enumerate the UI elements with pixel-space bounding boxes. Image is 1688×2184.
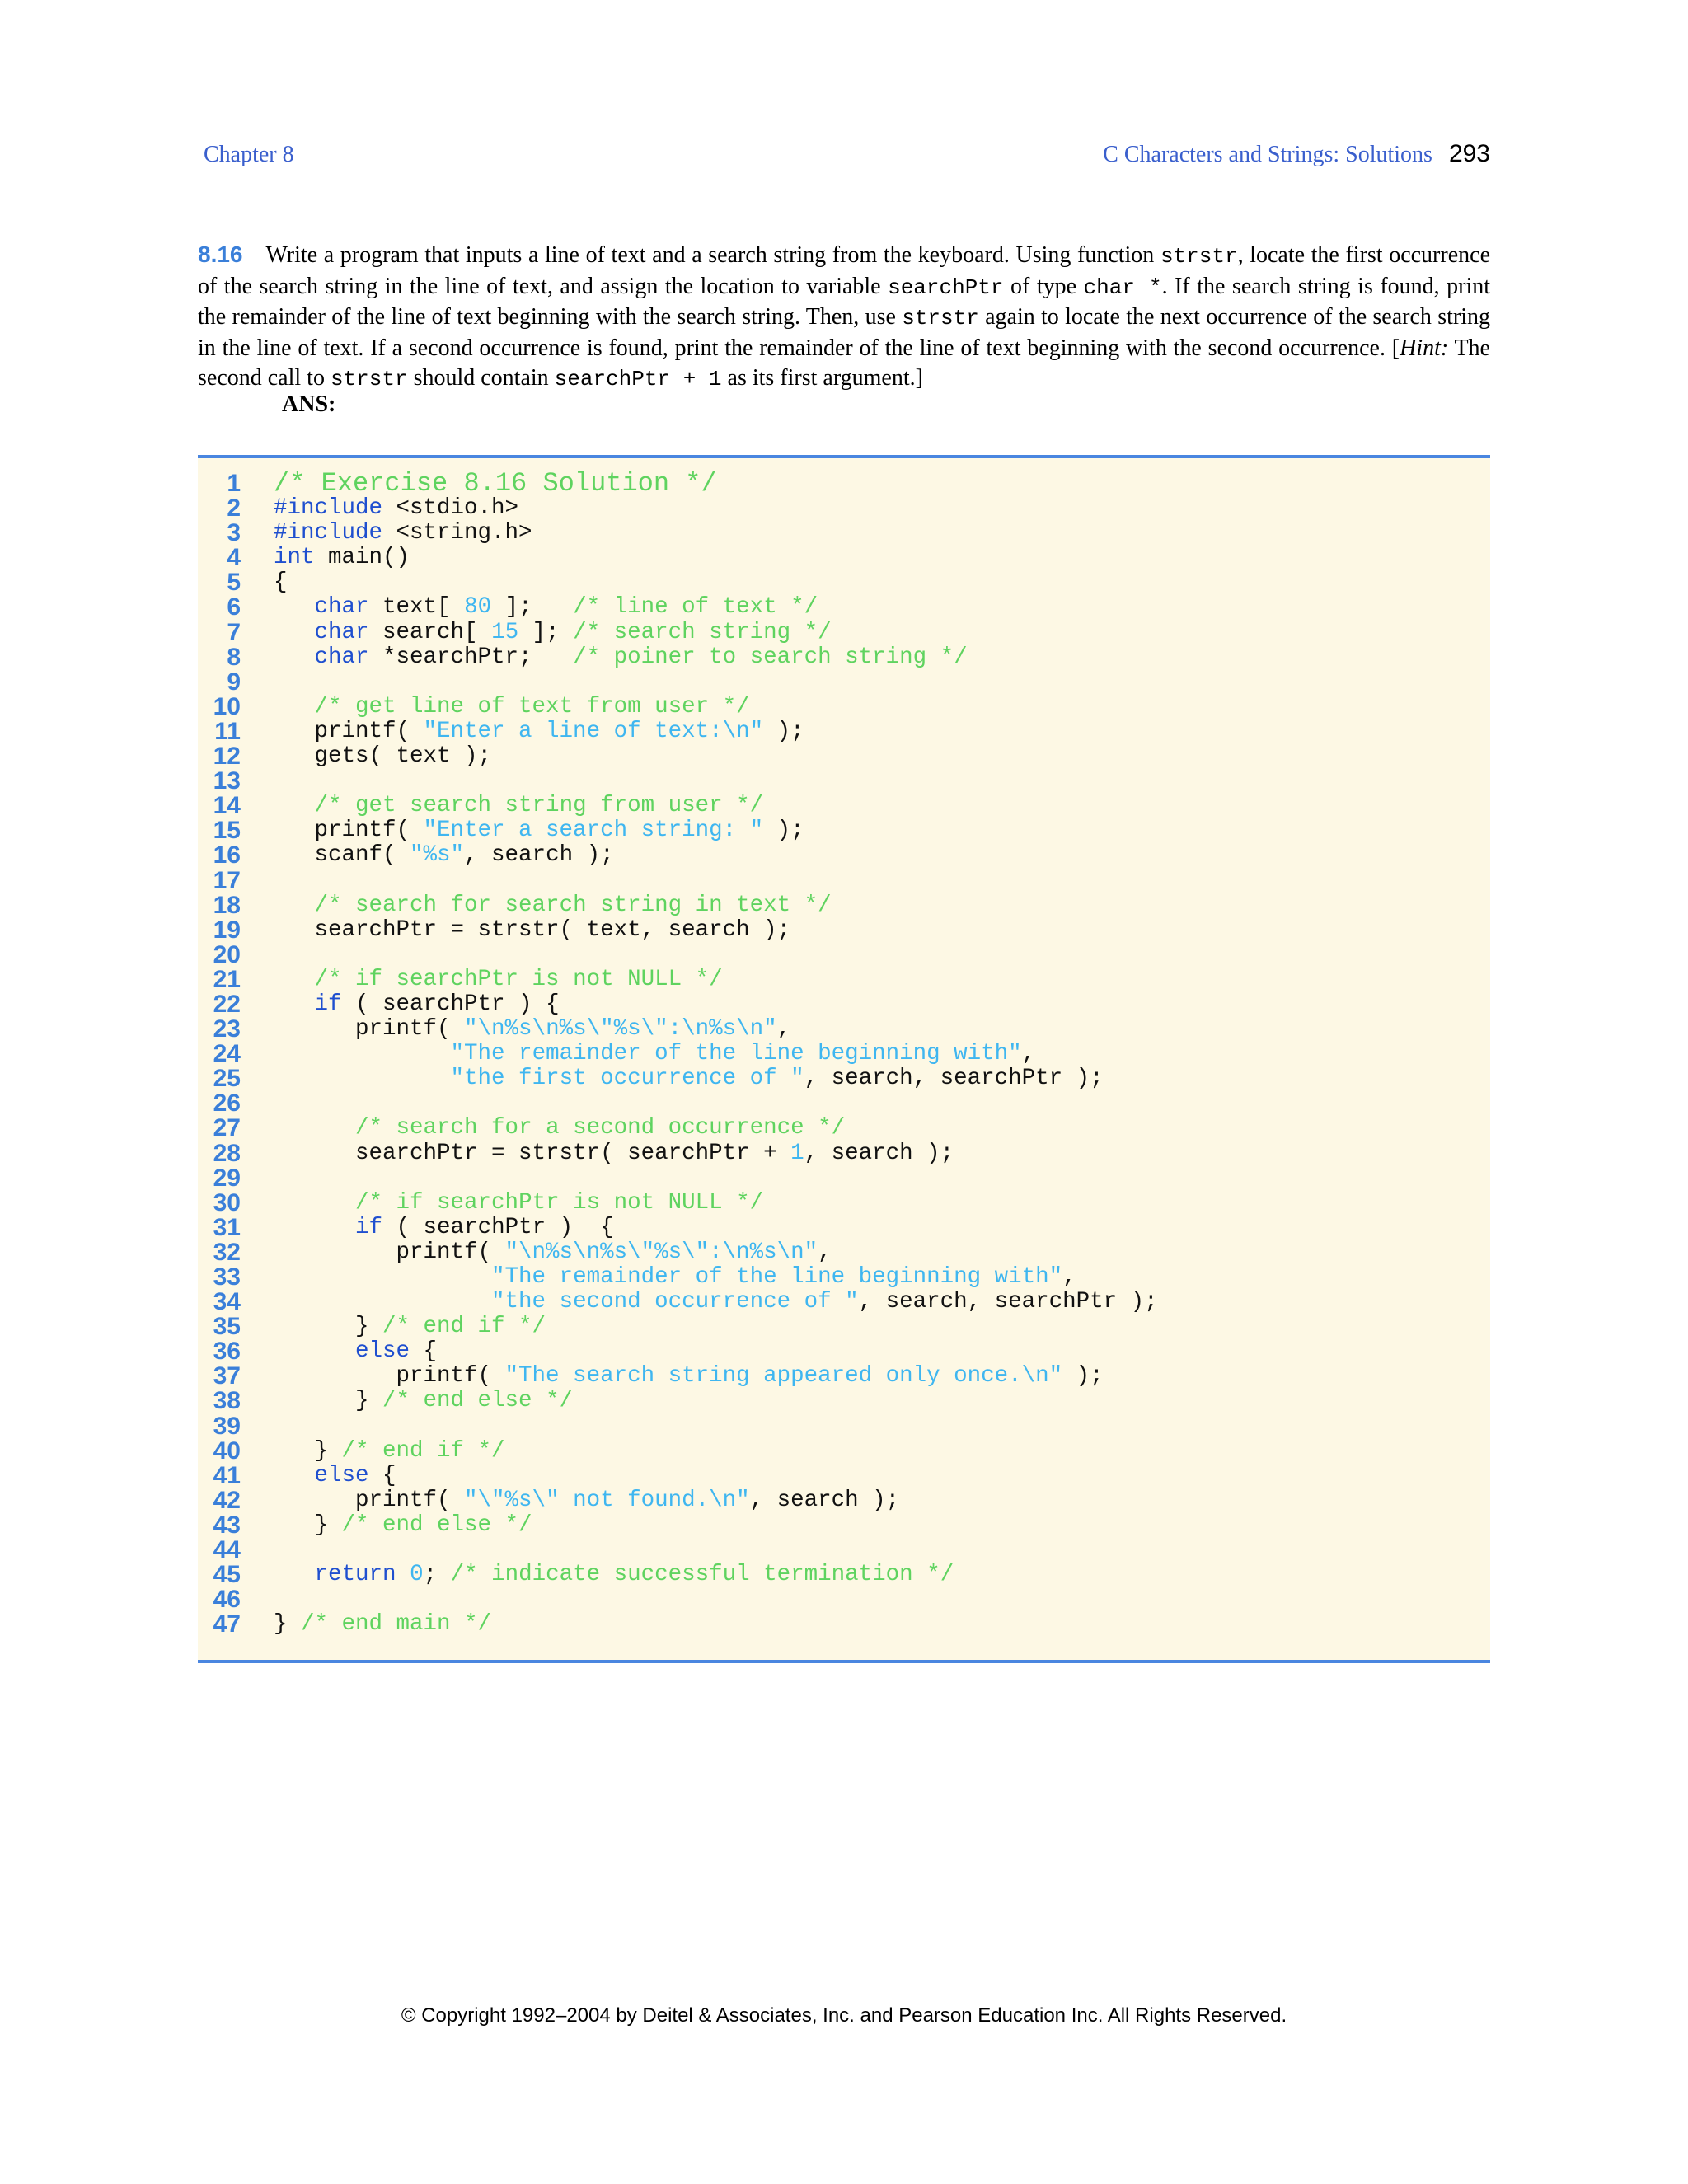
code-token	[274, 1115, 355, 1141]
code-term: strstr	[902, 306, 979, 330]
line-number: 1	[227, 470, 241, 497]
exercise-text: Write a program that inputs a line of text and a search string from the keyboard. Using function	[265, 242, 1160, 268]
code-token: /* indicate successful termination */	[450, 1562, 954, 1588]
code-token: char	[314, 594, 369, 621]
code-line	[198, 918, 1490, 943]
line-number: 34	[213, 1288, 241, 1316]
code-line	[198, 1042, 1490, 1066]
line-number: 13	[213, 767, 241, 795]
code-text	[274, 1141, 954, 1166]
code-token	[274, 594, 315, 620]
line-number: 27	[213, 1114, 241, 1142]
code-line	[198, 570, 1490, 595]
code-token: );	[763, 718, 804, 744]
code-term: char *	[1083, 274, 1162, 300]
code-lines	[198, 468, 1490, 1638]
code-text	[274, 744, 491, 769]
code-token: searchPtr = strstr( text, search );	[274, 916, 791, 943]
code-token: else	[355, 1338, 410, 1365]
running-header-chapter: Chapter 8	[204, 142, 294, 167]
code-token: , search );	[464, 842, 614, 869]
code-line	[198, 1315, 1490, 1339]
code-text	[274, 521, 532, 546]
code-line	[198, 893, 1490, 918]
hint-label: Hint:	[1400, 335, 1449, 361]
copyright-footer: © Copyright 1992–2004 by Deitel & Associates, Inc. and Pearson Education Inc. All Rights Reserved.	[401, 2004, 1287, 2027]
code-token: "Enter a line of text:\n"	[423, 718, 764, 744]
code-text	[274, 595, 818, 620]
line-number: 24	[213, 1040, 241, 1068]
code-text	[274, 1017, 790, 1042]
line-number: 5	[227, 569, 241, 597]
code-line	[198, 1290, 1490, 1315]
line-number: 10	[213, 692, 241, 720]
line-number: 7	[227, 618, 241, 646]
code-token: }	[274, 1611, 302, 1638]
code-text	[274, 621, 832, 645]
code-token: /* if searchPtr is not NULL */	[314, 966, 723, 992]
code-line	[198, 866, 1490, 894]
code-token	[274, 1215, 355, 1240]
line-number: 32	[213, 1238, 241, 1266]
line-number: 23	[213, 1015, 241, 1043]
exercise-statement	[198, 240, 1490, 395]
exercise-number: 8.16	[198, 241, 243, 267]
code-token	[274, 1289, 491, 1315]
code-text	[274, 1563, 954, 1587]
code-token: main()	[314, 545, 410, 571]
code-text	[274, 1439, 505, 1464]
code-token: /* end else */	[382, 1388, 574, 1414]
code-token	[274, 1338, 355, 1364]
code-line	[198, 496, 1490, 521]
code-token: /* get line of text from user */	[314, 693, 750, 719]
code-text	[274, 1513, 532, 1538]
code-token: ,	[776, 1016, 791, 1043]
code-text	[274, 1066, 1104, 1091]
code-line	[198, 965, 1490, 993]
code-token: text[	[368, 594, 465, 621]
code-line	[198, 1414, 1490, 1439]
code-token: /* search string */	[573, 619, 832, 645]
code-line	[198, 1389, 1490, 1413]
code-token: /* Exercise 8.16 Solution */	[274, 468, 717, 499]
line-number: 19	[213, 916, 241, 944]
code-text	[274, 1612, 491, 1637]
code-token: 80	[464, 594, 492, 621]
code-token	[274, 967, 315, 992]
line-number: 9	[227, 668, 241, 696]
code-line	[198, 1116, 1490, 1141]
code-line	[198, 843, 1490, 868]
running-header-title: C Characters and Strings: Solutions	[1103, 142, 1432, 167]
exercise-text: . If the search string is found, print the remainder of the line of text beginning with the search string. Then, use	[198, 273, 1491, 330]
code-token	[274, 1463, 315, 1488]
code-token: ,	[818, 1239, 832, 1265]
code-token: "The remainder of the line beginning with"	[450, 1041, 1022, 1067]
code-line	[198, 1339, 1490, 1364]
code-token: char	[314, 644, 369, 670]
code-line	[198, 992, 1490, 1017]
code-text	[274, 1339, 437, 1364]
code-token	[274, 620, 315, 645]
code-line	[198, 1513, 1490, 1538]
code-line	[198, 1488, 1490, 1513]
code-listing	[198, 455, 1490, 1663]
code-term: strstr	[1160, 244, 1238, 269]
code-token: return	[314, 1562, 396, 1588]
line-number: 42	[213, 1486, 241, 1514]
line-number: 29	[213, 1164, 241, 1192]
code-token: printf(	[274, 1487, 465, 1513]
line-number: 14	[213, 792, 241, 820]
code-line	[198, 1017, 1490, 1042]
line-number: 36	[213, 1338, 241, 1366]
code-line	[198, 1436, 1490, 1465]
code-token	[274, 991, 315, 1017]
code-text	[274, 546, 410, 570]
code-token: , search );	[749, 1487, 900, 1513]
code-line	[198, 818, 1490, 843]
code-token: "\n%s\n%s\"%s\":\n%s\n"	[464, 1016, 777, 1043]
code-token: #include	[274, 495, 383, 522]
code-token: /* poiner to search string */	[573, 644, 968, 670]
code-token	[274, 1562, 315, 1587]
exercise-text: of type	[1003, 273, 1084, 299]
code-line	[198, 1364, 1490, 1389]
code-line	[198, 1188, 1490, 1216]
code-token: /* search for search string in text */	[314, 892, 832, 918]
code-token: <stdio.h>	[382, 495, 519, 522]
code-token: 0	[410, 1562, 424, 1588]
code-line	[198, 546, 1490, 570]
code-line	[198, 1563, 1490, 1587]
code-token: /* end if */	[341, 1437, 505, 1464]
code-line	[198, 645, 1490, 670]
line-number: 38	[213, 1387, 241, 1415]
line-number: 39	[213, 1412, 241, 1440]
line-number: 6	[227, 593, 241, 621]
code-text	[274, 1116, 845, 1141]
code-token: printf(	[274, 1363, 505, 1390]
line-number: 4	[227, 544, 241, 572]
code-line	[198, 692, 1490, 720]
code-text	[274, 1265, 1076, 1290]
code-token: scanf(	[274, 842, 410, 869]
code-text	[274, 695, 750, 719]
code-text	[274, 570, 288, 595]
code-term: searchPtr	[888, 274, 1004, 300]
line-number: 47	[213, 1610, 241, 1638]
code-token: , search );	[804, 1140, 954, 1166]
code-text	[274, 992, 560, 1017]
code-text	[274, 1488, 899, 1513]
line-number: 40	[213, 1436, 241, 1465]
code-token	[274, 893, 315, 918]
line-number: 35	[213, 1313, 241, 1341]
code-line	[198, 744, 1490, 769]
code-token	[274, 644, 315, 670]
code-token: {	[410, 1338, 438, 1365]
code-token: ];	[491, 594, 574, 621]
code-token: "%s"	[410, 842, 465, 869]
code-token	[274, 1066, 451, 1091]
code-token: /* end if */	[382, 1314, 546, 1340]
code-text	[274, 843, 614, 868]
page-number: 293	[1448, 140, 1490, 167]
code-token: printf(	[274, 718, 424, 744]
code-line	[198, 1213, 1490, 1241]
line-number: 12	[213, 743, 241, 771]
code-token: ;	[423, 1562, 451, 1588]
code-text	[274, 1290, 1158, 1315]
code-token: /* line of text */	[573, 594, 818, 621]
line-number: 41	[213, 1461, 241, 1489]
code-text	[274, 1389, 573, 1413]
code-token: {	[274, 569, 288, 596]
code-text	[274, 1216, 614, 1240]
code-line	[198, 1461, 1490, 1489]
code-line	[198, 940, 1490, 968]
code-token: searchPtr = strstr( searchPtr +	[274, 1140, 791, 1166]
code-text	[274, 968, 723, 992]
line-number: 15	[213, 817, 241, 845]
code-token: /* end main */	[301, 1611, 492, 1638]
code-token	[396, 1562, 410, 1587]
code-text	[274, 918, 790, 943]
code-text	[274, 645, 968, 670]
code-token: );	[763, 818, 804, 844]
code-text	[274, 1191, 763, 1216]
code-token: "\"%s\" not found.\n"	[464, 1487, 750, 1513]
line-number: 21	[213, 965, 241, 993]
exercise-text: again to locate the next occurrence of the search string in the line of text. If a second occurrence is found, print the remainder of the line of text beginning with the second occurrence. [	[198, 304, 1490, 361]
code-line	[198, 670, 1490, 695]
code-token: /* get search string from user */	[314, 793, 764, 819]
code-token: <string.h>	[382, 520, 532, 546]
line-number: 22	[213, 990, 241, 1018]
code-line	[198, 794, 1490, 818]
code-line	[198, 521, 1490, 546]
code-line	[198, 618, 1490, 646]
answer-label: ANS:	[282, 391, 336, 417]
code-line	[198, 595, 1490, 620]
code-line	[198, 1612, 1490, 1637]
exercise-text: as its first argument.]	[721, 365, 923, 391]
line-number: 18	[213, 891, 241, 919]
line-number: 31	[213, 1213, 241, 1241]
line-number: 26	[213, 1090, 241, 1118]
code-text	[274, 794, 763, 818]
code-token	[274, 694, 315, 719]
code-text	[274, 1240, 832, 1265]
code-line	[198, 1141, 1490, 1166]
code-token: "The search string appeared only once.\n"	[504, 1363, 1063, 1390]
line-number: 44	[213, 1536, 241, 1564]
code-token: if	[355, 1214, 383, 1240]
code-token: printf(	[274, 1239, 505, 1265]
code-term: strstr	[330, 367, 408, 391]
code-token: *searchPtr;	[368, 644, 574, 670]
code-text	[274, 719, 804, 744]
code-token	[274, 1264, 491, 1290]
code-token: );	[1062, 1363, 1104, 1390]
code-token: gets( text );	[274, 743, 492, 770]
code-token: ,	[1021, 1041, 1036, 1067]
code-token: 1	[790, 1140, 804, 1166]
code-text	[274, 893, 832, 918]
line-number: 17	[213, 866, 241, 894]
code-token: }	[274, 1511, 342, 1538]
code-token: printf(	[274, 1016, 465, 1043]
code-token: "the second occurrence of "	[491, 1289, 859, 1315]
line-number: 28	[213, 1139, 241, 1167]
line-number: 3	[227, 519, 241, 547]
line-number: 2	[227, 494, 241, 523]
code-token: , search, searchPtr );	[858, 1289, 1158, 1315]
line-number: 25	[213, 1065, 241, 1093]
code-token: "Enter a search string: "	[423, 818, 764, 844]
code-token: #include	[274, 520, 383, 546]
exercise-text: , locate the first occurrence of the search string in the line of text, and assign the location to variable	[198, 242, 1490, 299]
running-header-right	[1103, 140, 1490, 168]
code-token: /* end else */	[341, 1511, 532, 1538]
line-number: 16	[213, 841, 241, 869]
code-token	[274, 1041, 451, 1066]
code-line	[198, 1166, 1490, 1191]
code-line	[198, 1587, 1490, 1612]
line-number: 11	[214, 717, 241, 745]
code-token	[274, 1190, 355, 1216]
code-token: /* search for a second occurrence */	[355, 1115, 846, 1141]
code-token: {	[368, 1462, 396, 1488]
code-token: ( searchPtr ) {	[341, 991, 560, 1017]
line-number: 30	[213, 1188, 241, 1216]
code-token: ,	[1062, 1264, 1076, 1290]
code-text	[274, 468, 717, 499]
code-line	[198, 769, 1490, 794]
code-token: "\n%s\n%s\"%s\":\n%s\n"	[504, 1239, 818, 1265]
exercise-text: The second call to	[198, 335, 1490, 391]
line-number: 43	[213, 1511, 241, 1539]
code-token: "the first occurrence of "	[450, 1066, 804, 1092]
line-number: 33	[213, 1263, 241, 1291]
code-text	[274, 1042, 1035, 1066]
code-line	[198, 1265, 1490, 1290]
line-number: 46	[213, 1586, 241, 1614]
code-token: /* if searchPtr is not NULL */	[355, 1189, 764, 1216]
code-token: else	[314, 1462, 369, 1488]
code-token	[274, 793, 315, 818]
code-token: ( searchPtr ) {	[382, 1214, 614, 1240]
code-text	[274, 496, 518, 521]
code-line	[198, 1538, 1490, 1563]
code-line	[198, 1240, 1490, 1265]
code-token: ];	[518, 619, 574, 645]
code-token: printf(	[274, 818, 424, 844]
code-token: }	[274, 1314, 383, 1340]
code-line	[198, 1066, 1490, 1091]
code-line	[198, 1091, 1490, 1116]
code-token: if	[314, 991, 342, 1017]
code-token: , search, searchPtr );	[804, 1066, 1104, 1092]
code-token: }	[274, 1388, 383, 1414]
line-number: 8	[227, 643, 241, 671]
code-term: searchPtr + 1	[554, 367, 722, 391]
code-text	[274, 1315, 546, 1339]
code-token: }	[274, 1437, 342, 1464]
code-text	[274, 818, 804, 843]
line-number: 45	[213, 1561, 241, 1589]
code-token: "The remainder of the line beginning with"	[491, 1264, 1063, 1290]
line-number: 20	[213, 940, 241, 968]
code-token: 15	[491, 619, 519, 645]
exercise-text: should contain	[407, 365, 555, 391]
code-line	[198, 468, 1490, 499]
code-token: char	[314, 619, 369, 645]
line-number: 37	[213, 1362, 241, 1390]
code-text	[274, 1364, 1104, 1389]
code-token: search[	[368, 619, 492, 645]
code-text	[274, 1464, 396, 1488]
code-token: int	[274, 545, 315, 571]
code-line	[198, 719, 1490, 744]
